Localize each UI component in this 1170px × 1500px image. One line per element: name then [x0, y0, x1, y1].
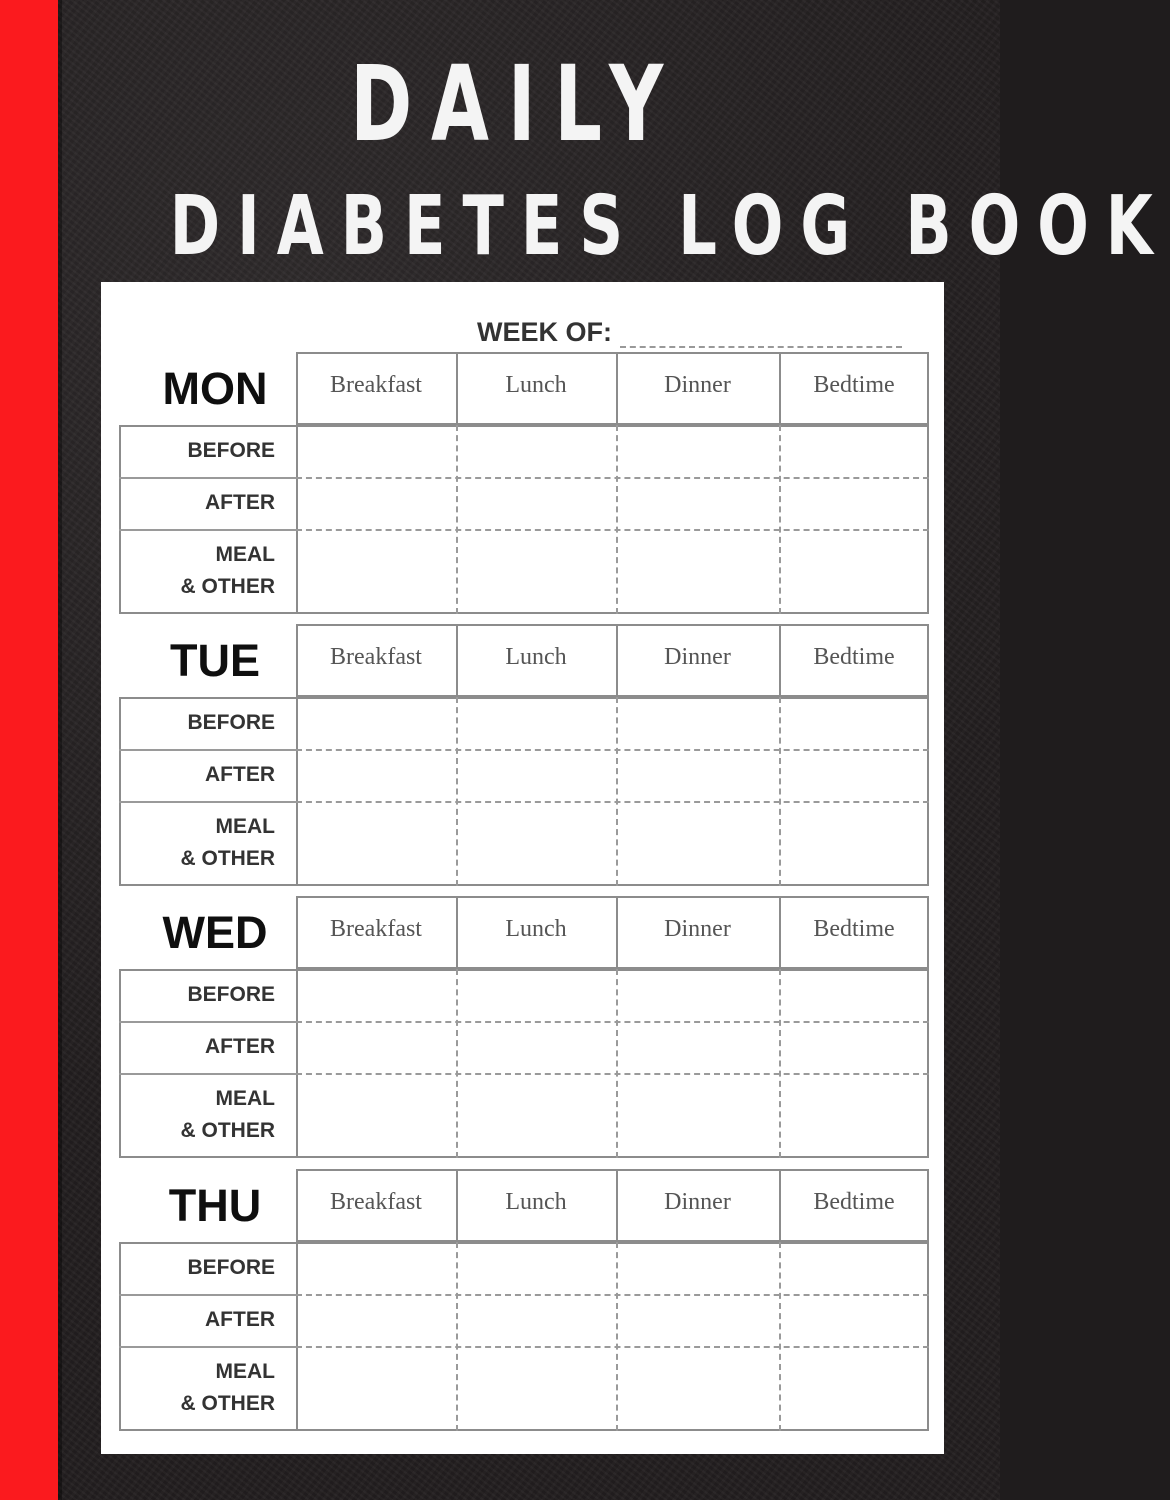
column-header-dinner: Dinner	[664, 916, 731, 942]
row-label-after: AFTER	[205, 1035, 275, 1058]
header-divider	[779, 1169, 781, 1242]
week-of-label: WEEK OF:	[477, 317, 612, 347]
entry-cell-after-breakfast[interactable]	[296, 1021, 456, 1073]
entry-cell-before-bedtime[interactable]	[779, 425, 929, 477]
row-label-after: AFTER	[205, 491, 275, 514]
entry-cell-before-dinner[interactable]	[616, 697, 779, 749]
header-divider	[456, 624, 458, 697]
header-divider	[456, 896, 458, 969]
entry-cell-before-dinner[interactable]	[616, 969, 779, 1021]
row-label-other: & OTHER	[180, 1119, 275, 1142]
day-grid	[119, 624, 929, 886]
column-header-breakfast: Breakfast	[330, 372, 422, 398]
column-header-lunch: Lunch	[505, 372, 567, 398]
header-divider	[456, 352, 458, 425]
entry-cell-after-bedtime[interactable]	[779, 749, 929, 801]
header-divider	[616, 352, 618, 425]
row-label-before: BEFORE	[187, 1256, 275, 1279]
day-section-2	[119, 896, 929, 1158]
entry-cell-meal-bedtime[interactable]	[779, 801, 929, 886]
title-line-1: DAILY	[350, 43, 682, 165]
label-row-divider	[119, 477, 296, 479]
entry-cell-before-lunch[interactable]	[456, 1242, 616, 1294]
row-label-after: AFTER	[205, 1308, 275, 1331]
entry-cell-meal-dinner[interactable]	[616, 1073, 779, 1158]
row-label-meal: MEAL	[215, 1087, 275, 1110]
entry-cell-after-bedtime[interactable]	[779, 1294, 929, 1346]
entry-cell-before-bedtime[interactable]	[779, 969, 929, 1021]
label-row-divider	[119, 1294, 296, 1296]
entry-cell-after-bedtime[interactable]	[779, 477, 929, 529]
header-divider	[616, 1169, 618, 1242]
row-label-meal: MEAL	[215, 1360, 275, 1383]
header-divider	[779, 624, 781, 697]
entry-cell-after-dinner[interactable]	[616, 1294, 779, 1346]
entry-cell-meal-bedtime[interactable]	[779, 1073, 929, 1158]
week-of-blank-line[interactable]	[620, 316, 902, 348]
entry-cell-meal-breakfast[interactable]	[296, 801, 456, 886]
day-name: THU	[168, 1180, 262, 1231]
column-header-bedtime: Bedtime	[813, 644, 895, 670]
entry-cell-after-bedtime[interactable]	[779, 1021, 929, 1073]
entry-cell-after-lunch[interactable]	[456, 1294, 616, 1346]
day-name: WED	[162, 907, 268, 958]
column-header-lunch: Lunch	[505, 916, 567, 942]
column-header-lunch: Lunch	[505, 1189, 567, 1215]
entry-cell-after-dinner[interactable]	[616, 1021, 779, 1073]
header-divider	[779, 352, 781, 425]
entry-cell-before-breakfast[interactable]	[296, 425, 456, 477]
entry-cell-meal-lunch[interactable]	[456, 529, 616, 614]
entry-cell-meal-bedtime[interactable]	[779, 529, 929, 614]
title-line-2: DIABETES LOG BOOK	[169, 179, 1170, 274]
row-label-before: BEFORE	[187, 439, 275, 462]
entry-cell-meal-breakfast[interactable]	[296, 529, 456, 614]
row-label-other: & OTHER	[180, 575, 275, 598]
label-row-divider	[119, 1021, 296, 1023]
entry-cell-meal-lunch[interactable]	[456, 801, 616, 886]
column-header-bedtime: Bedtime	[813, 372, 895, 398]
week-of-field	[477, 308, 902, 348]
label-row-divider	[119, 749, 296, 751]
entry-cell-meal-breakfast[interactable]	[296, 1073, 456, 1158]
spine-shadow	[58, 0, 62, 1500]
day-section-1	[119, 624, 929, 886]
row-label-meal: MEAL	[215, 815, 275, 838]
row-label-other: & OTHER	[180, 1392, 275, 1415]
entry-cell-meal-bedtime[interactable]	[779, 1346, 929, 1431]
row-label-before: BEFORE	[187, 983, 275, 1006]
entry-cell-before-dinner[interactable]	[616, 425, 779, 477]
entry-cell-before-breakfast[interactable]	[296, 969, 456, 1021]
header-divider	[779, 896, 781, 969]
entry-cell-after-breakfast[interactable]	[296, 477, 456, 529]
column-header-breakfast: Breakfast	[330, 916, 422, 942]
header-divider	[456, 1169, 458, 1242]
entry-cell-meal-breakfast[interactable]	[296, 1346, 456, 1431]
label-row-divider	[119, 801, 296, 803]
entry-cell-meal-dinner[interactable]	[616, 801, 779, 886]
entry-cell-before-bedtime[interactable]	[779, 1242, 929, 1294]
entry-cell-before-dinner[interactable]	[616, 1242, 779, 1294]
row-label-other: & OTHER	[180, 847, 275, 870]
day-section-3	[119, 1169, 929, 1431]
column-header-breakfast: Breakfast	[330, 1189, 422, 1215]
entry-cell-before-lunch[interactable]	[456, 697, 616, 749]
label-row-divider	[119, 1346, 296, 1348]
row-label-before: BEFORE	[187, 711, 275, 734]
entry-cell-after-breakfast[interactable]	[296, 749, 456, 801]
entry-cell-meal-dinner[interactable]	[616, 1346, 779, 1431]
day-grid	[119, 1169, 929, 1431]
entry-cell-before-lunch[interactable]	[456, 425, 616, 477]
column-header-bedtime: Bedtime	[813, 916, 895, 942]
entry-cell-before-breakfast[interactable]	[296, 697, 456, 749]
entry-cell-after-breakfast[interactable]	[296, 1294, 456, 1346]
column-header-bedtime: Bedtime	[813, 1189, 895, 1215]
day-section-0	[119, 352, 929, 614]
entry-cell-before-bedtime[interactable]	[779, 697, 929, 749]
entry-cell-after-lunch[interactable]	[456, 477, 616, 529]
entry-cell-after-dinner[interactable]	[616, 749, 779, 801]
entry-cell-after-lunch[interactable]	[456, 1021, 616, 1073]
day-grid	[119, 896, 929, 1158]
entry-cell-meal-lunch[interactable]	[456, 1073, 616, 1158]
log-page	[101, 282, 944, 1454]
row-label-meal: MEAL	[215, 543, 275, 566]
day-name: MON	[162, 363, 268, 414]
label-row-divider	[119, 1073, 296, 1075]
column-header-lunch: Lunch	[505, 644, 567, 670]
entry-cell-after-dinner[interactable]	[616, 477, 779, 529]
day-name: TUE	[170, 635, 260, 686]
entry-cell-meal-lunch[interactable]	[456, 1346, 616, 1431]
entry-cell-before-breakfast[interactable]	[296, 1242, 456, 1294]
column-header-dinner: Dinner	[664, 372, 731, 398]
column-header-dinner: Dinner	[664, 1189, 731, 1215]
header-divider	[616, 896, 618, 969]
row-label-after: AFTER	[205, 763, 275, 786]
column-header-dinner: Dinner	[664, 644, 731, 670]
red-spine-stripe	[0, 0, 58, 1500]
entry-cell-before-lunch[interactable]	[456, 969, 616, 1021]
entry-cell-after-lunch[interactable]	[456, 749, 616, 801]
day-grid	[119, 352, 929, 614]
label-row-divider	[119, 529, 296, 531]
entry-cell-meal-dinner[interactable]	[616, 529, 779, 614]
column-header-breakfast: Breakfast	[330, 644, 422, 670]
header-divider	[616, 624, 618, 697]
